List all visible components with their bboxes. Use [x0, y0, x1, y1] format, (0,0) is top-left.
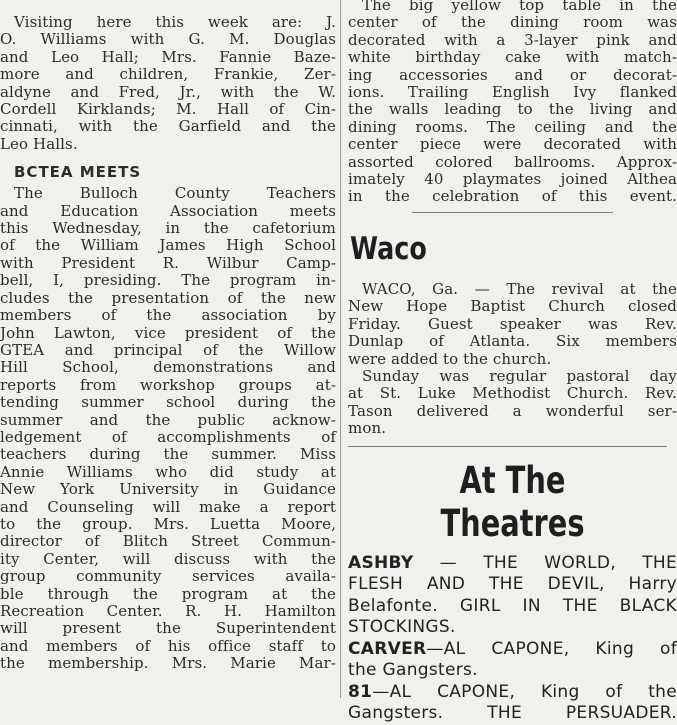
theatre-listing-line: [348, 553, 677, 575]
text-line: this Wednesday, in the cafetorium: [0, 219, 336, 238]
section-rule: [412, 212, 613, 213]
text-line: cludes the presentation of the new: [0, 288, 336, 307]
text-line: Hill School, demonstrations and: [0, 358, 336, 377]
text-line: Sunday was regular pastoral day: [362, 366, 677, 385]
text-line: more and children, Frankie, Zer-: [0, 65, 336, 84]
text-line: will present the Superintendent: [0, 619, 336, 638]
text-line: with President R. Wilbur Camp-: [0, 253, 336, 272]
text-line: imately 40 playmates joined Althea: [348, 170, 677, 189]
text-line: Tason delivered a wonderful ser-: [348, 401, 677, 420]
text-line: and Counseling will make a report: [0, 497, 336, 516]
text-line: bell, I, presiding. The program in-: [0, 271, 336, 290]
theatre-listing-text: — THE WORLD, THE: [413, 552, 677, 573]
theatre-listing-text: STOCKINGS.: [348, 617, 456, 638]
theatre-listing-line: [348, 639, 677, 661]
text-line: center piece were decorated with: [348, 135, 677, 154]
text-line: New York University in Guidance: [0, 480, 336, 499]
text-line: O. Williams with G. M. Douglas: [0, 30, 336, 49]
theatre-listing-line: [348, 617, 677, 639]
theatres-listing: [348, 553, 677, 725]
theatre-listing-text: —AL CAPONE, King of: [426, 638, 677, 659]
text-line: of the William James High School: [0, 236, 336, 255]
theatre-listing-text: the Gangsters.: [348, 660, 478, 681]
text-line: aldyne and Fred, Jr., with the W.: [0, 82, 336, 101]
theatre-listing-text: —AL CAPONE, King of the: [372, 681, 677, 702]
theatres-heading: At The Theatres: [440, 458, 585, 545]
right-column: [348, 0, 677, 725]
theatre-listing-line: [348, 682, 677, 704]
waco-heading: Waco: [350, 230, 427, 267]
theatre-listing-text: Gangsters. THE PERSUADER.: [348, 703, 677, 724]
text-line: members of the association by: [0, 306, 336, 325]
text-line: mon.: [348, 419, 387, 438]
text-line: New Hope Baptist Church closed: [348, 297, 677, 316]
text-line: director of Blitch Street Commun-: [0, 532, 336, 551]
text-line: The Bulloch County Teachers: [14, 184, 336, 203]
text-line: teachers during the summer. Miss: [0, 445, 336, 464]
bctea-heading: BCTEA MEETS: [14, 163, 142, 182]
visitors-paragraph: [0, 14, 336, 153]
text-line: ledgement of accomplishments of: [0, 427, 336, 446]
text-line: Annie Williams who did study at: [0, 462, 336, 481]
text-line: tending summer school during the: [0, 393, 336, 412]
text-line: Dunlap of Atlanta. Six members: [348, 332, 677, 351]
text-line: GTEA and principal of the Willow: [0, 340, 336, 359]
text-line: Recreation Center. R. H. Hamilton: [0, 602, 336, 620]
text-line: ions. Trailing English Ivy flanked: [348, 83, 677, 102]
text-line: decorated with a 3-layer pink and: [348, 30, 677, 49]
theatre-name: ASHBY: [348, 552, 414, 573]
text-line: Cordell Kirklands; M. Hall of Cin-: [0, 100, 336, 119]
text-line: the membership. Mrs. Marie Mar-: [0, 654, 336, 673]
text-line: Friday. Guest speaker was Rev.: [348, 314, 677, 333]
birthday-party-article: [348, 0, 677, 206]
text-line: dining rooms. The ceiling and the: [348, 117, 677, 136]
text-line: group community services availa-: [0, 567, 336, 586]
theatre-listing-line: [348, 596, 677, 618]
column-divider: [340, 0, 341, 698]
text-line: the walls leading to the living and: [348, 100, 677, 119]
text-line: and members of his office staff to: [0, 636, 336, 655]
theatre-listing-text: Belafonte. GIRL IN THE BLACK: [348, 595, 677, 616]
text-line: Visiting here this week are: J.: [14, 13, 336, 31]
text-line: and Leo Hall; Mrs. Fannie Baze-: [0, 47, 336, 66]
text-line: Leo Halls.: [0, 134, 78, 153]
text-line: ity Center, will discuss with the: [0, 549, 336, 568]
waco-paragraph-revival: [348, 281, 677, 368]
text-line: and Education Association meets: [0, 201, 336, 220]
theatre-listing-text: FLESH AND THE DEVIL, Harry: [348, 574, 677, 595]
waco-paragraph-pastoral: [348, 368, 677, 438]
text-line: John Lawton, vice president of the: [0, 323, 336, 342]
text-line: in the celebration of this event.: [348, 187, 677, 206]
text-line: ble through the program at the: [0, 584, 336, 603]
theatre-name: CARVER: [348, 638, 427, 659]
theatre-name: 81: [348, 681, 373, 702]
text-line: at St. Luke Methodist Church. Rev.: [348, 384, 677, 403]
text-line: to the group. Mrs. Luetta Moore,: [0, 514, 336, 533]
text-line: ing accessories and or decorat-: [348, 65, 677, 84]
bctea-article: [0, 185, 336, 672]
theatre-listing-line: [348, 574, 677, 596]
text-line: cinnati, with the Garfield and the: [0, 117, 336, 136]
left-column: [0, 14, 336, 673]
text-line: assorted colored ballrooms. Approx-: [348, 152, 677, 171]
section-rule: [348, 446, 667, 447]
theatre-listing-line: [348, 703, 677, 725]
text-line: center of the dining room was: [348, 13, 677, 32]
text-line: were added to the church.: [348, 349, 552, 368]
text-line: WACO, Ga. — The revival at the: [362, 279, 677, 298]
text-line: white birthday cake with match-: [348, 48, 677, 67]
text-line: reports from workshop groups at-: [0, 375, 336, 394]
text-line: summer and the public acknow-: [0, 410, 336, 429]
theatre-listing-line: [348, 660, 677, 682]
text-line: The big yellow top table in the: [362, 0, 677, 14]
